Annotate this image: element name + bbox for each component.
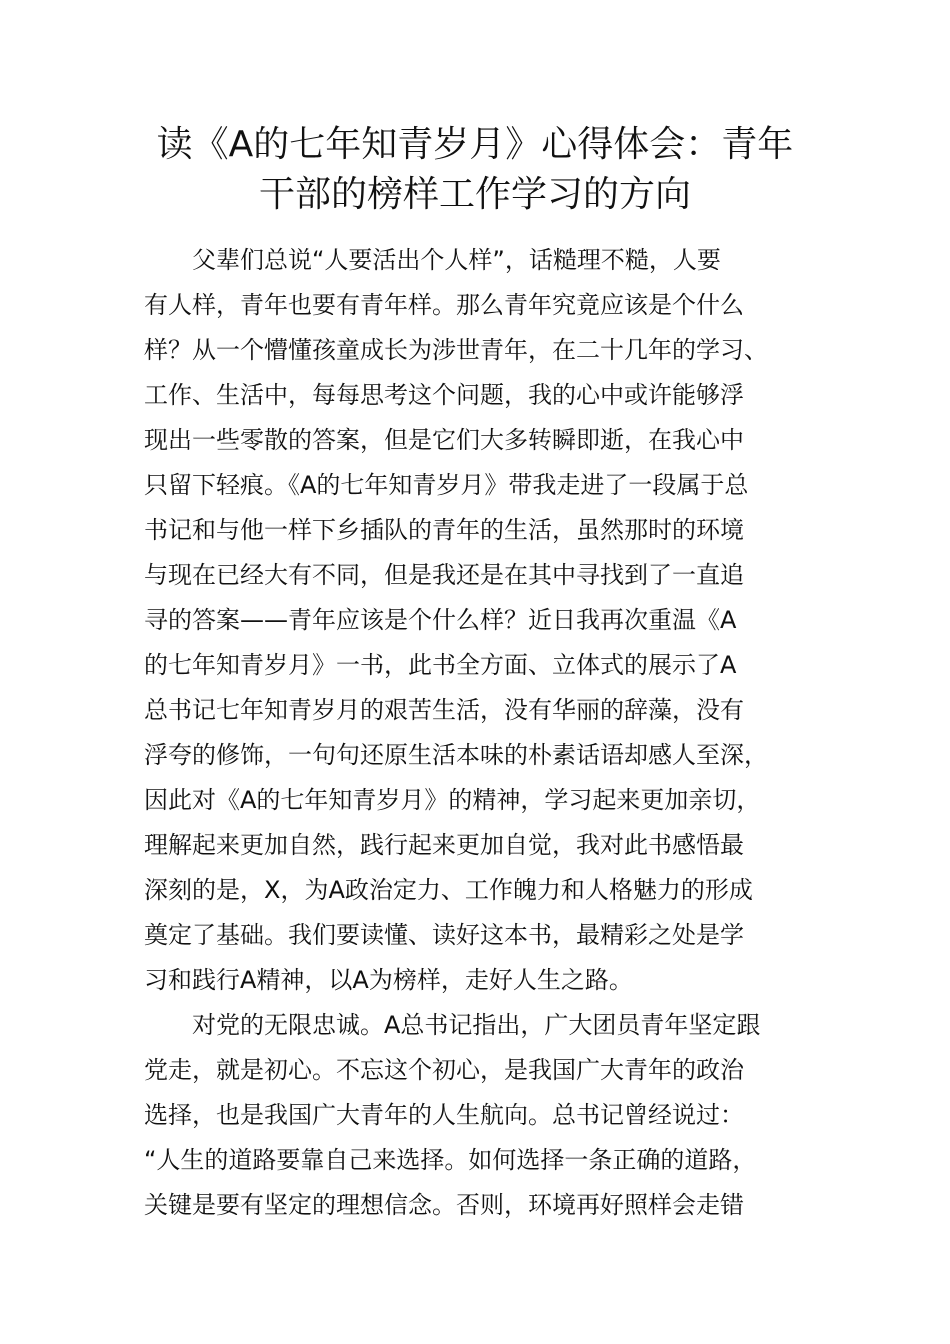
document-body (144, 238, 806, 1228)
title-line-2: 干部的榜样工作学习的方向 (258, 174, 691, 215)
document-title (140, 120, 810, 220)
text-line: 奠定了基础。我们要读懂、读好这本书，最精彩之处是学 (144, 921, 744, 949)
text-line: 的七年知青岁月》一书，此书全方面、立体式的展示了A (144, 651, 737, 679)
text-line: 党走，就是初心。不忘这个初心，是我国广大青年的政治 (144, 1056, 744, 1084)
text-line: 只留下轻痕。《A的七年知青岁月》带我走进了一段属于总 (144, 471, 749, 499)
text-line: 因此对《A的七年知青岁月》的精神，学习起来更加亲切， (144, 786, 761, 814)
text-line: 对党的无限忠诚。A总书记指出，广大团员青年坚定跟 (192, 1011, 761, 1039)
text-line: 选择，也是我国广大青年的人生航向。总书记曾经说过： (144, 1101, 744, 1129)
text-line: 寻的答案——青年应该是个什么样？近日我再次重温《A (144, 606, 737, 634)
paragraph-1 (144, 238, 806, 1003)
text-line: 深刻的是，X，为A政治定力、工作魄力和人格魅力的形成 (144, 876, 753, 904)
text-line: 样？从一个懵懂孩童成长为涉世青年，在二十几年的学习、 (144, 336, 768, 364)
text-line: 父辈们总说“人要活出个人样”，话糙理不糙，人要 (192, 246, 721, 274)
text-line: 理解起来更加自然，践行起来更加自觉，我对此书感悟最 (144, 831, 744, 859)
text-line: 有人样，青年也要有青年样。那么青年究竟应该是个什么 (144, 291, 744, 319)
text-line: 关键是要有坚定的理想信念。否则，环境再好照样会走错 (144, 1191, 744, 1219)
text-line: 习和践行A精神，以A为榜样，走好人生之路。 (144, 966, 633, 994)
text-line: 现出一些零散的答案，但是它们大多转瞬即逝，在我心中 (144, 426, 744, 454)
title-line-1: 读《A的七年知青岁月》心得体会：青年 (156, 124, 794, 165)
text-line: 书记和与他一样下乡插队的青年的生活，虽然那时的环境 (144, 516, 744, 544)
paragraph-2 (144, 1003, 806, 1228)
text-line: 总书记七年知青岁月的艰苦生活，没有华丽的辞藻，没有 (144, 696, 744, 724)
text-line: 与现在已经大有不同，但是我还是在其中寻找到了一直追 (144, 561, 744, 589)
text-line: 工作、生活中，每每思考这个问题，我的心中或许能够浮 (144, 381, 744, 409)
text-line: “人生的道路要靠自己来选择。如何选择一条正确的道路， (144, 1146, 757, 1174)
text-line: 浮夸的修饰，一句句还原生活本味的朴素话语却感人至深， (144, 741, 768, 769)
